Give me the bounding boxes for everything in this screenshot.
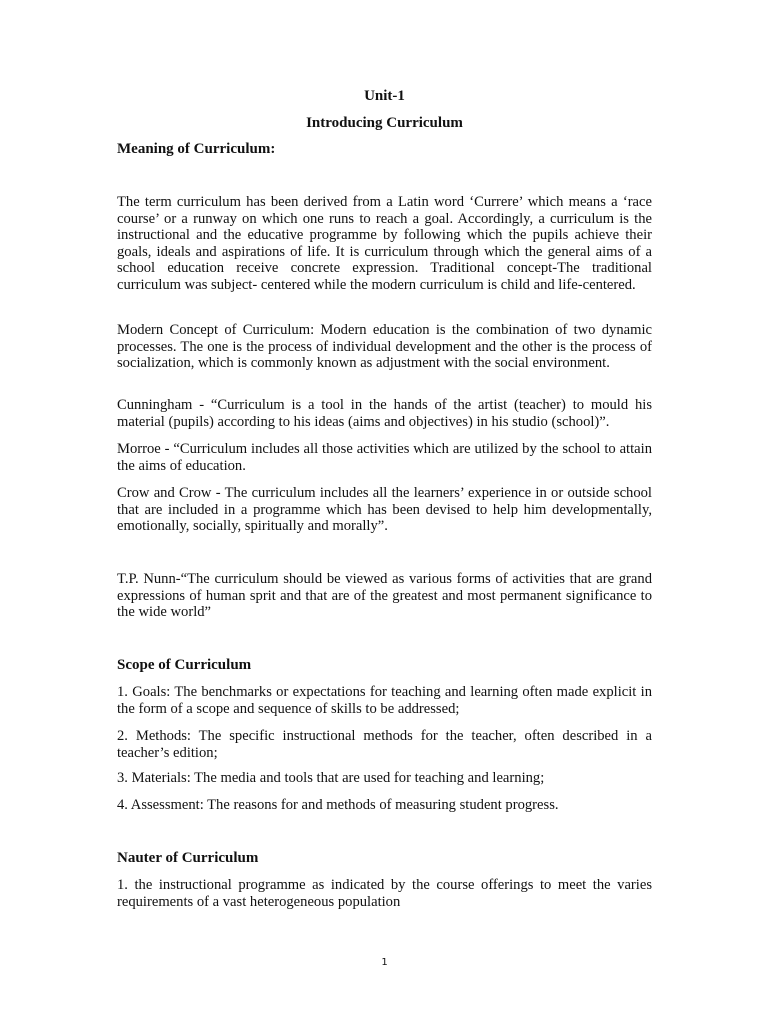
scope-item-goals: 1. Goals: The benchmarks or expectations for teaching and learning often made explicit in the form of a scope and sequence of skills to be addressed; — [117, 684, 652, 717]
meaning-heading: Meaning of Curriculum: — [117, 141, 276, 157]
nature-heading: Nauter of Curriculum — [117, 850, 259, 866]
document-title: Introducing Curriculum — [306, 115, 463, 131]
scope-item-methods: 2. Methods: The specific instructional methods for the teacher, often described in a teacher’s edition; — [117, 728, 652, 761]
meaning-paragraph-crow: Crow and Crow - The curriculum includes all the learners’ experience in or outside school that are included in a programme which has been devised to help him developmentally, emotionally, socially, spiritually and morally”. — [117, 485, 652, 535]
meaning-paragraph-definition: The term curriculum has been derived from a Latin word ‘Currere’ which means a ‘race course’ or a runway on which one runs to reach a goal. Accordingly, a curriculum is the instructional and the educative programme by following which the pupils achieve their goals, ideals and aspirations of life. It is curriculum through which the general aims of a school education receive concrete expression. Traditional concept-The traditional curriculum was subject- centered while the modern curriculum is child and life-centered. — [117, 194, 652, 293]
nature-item-instructional-programme: 1. the instructional programme as indicated by the course offerings to meet the varies requirements of a vast heterogeneous population — [117, 877, 652, 910]
meaning-paragraph-cunningham: Cunningham - “Curriculum is a tool in the hands of the artist (teacher) to mould his material (pupils) according to his ideas (aims and objectives) in his studio (school)”. — [117, 397, 652, 430]
scope-item-assessment: 4. Assessment: The reasons for and methods of measuring student progress. — [117, 797, 559, 813]
scope-heading: Scope of Curriculum — [117, 657, 252, 673]
document-page — [117, 0, 652, 1024]
page-number: 1 — [381, 957, 388, 968]
meaning-paragraph-nunn: T.P. Nunn-“The curriculum should be viewed as various forms of activities that are grand expressions of human sprit and that are of the greatest and most permanent significance to the wide world” — [117, 571, 652, 621]
meaning-paragraph-modern-concept: Modern Concept of Curriculum: Modern education is the combination of two dynamic processes. The one is the process of individual development and the other is the process of socialization, which is commonly known as adjustment with the social environment. — [117, 322, 652, 372]
meaning-paragraph-morroe: Morroe - “Curriculum includes all those activities which are utilized by the school to attain the aims of education. — [117, 441, 652, 474]
unit-label: Unit-1 — [364, 88, 405, 104]
scope-item-materials: 3. Materials: The media and tools that are used for teaching and learning; — [117, 770, 545, 786]
